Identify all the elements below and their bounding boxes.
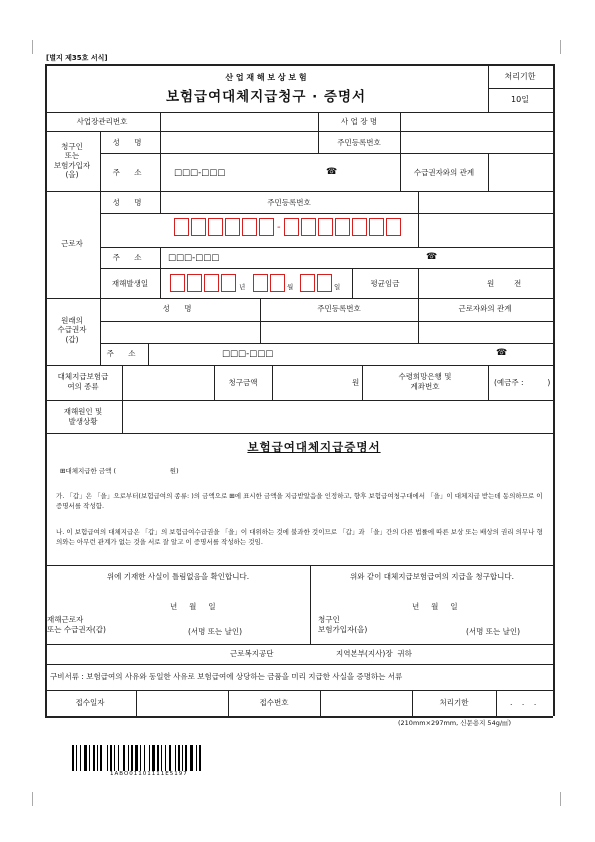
right-date: 년 월 일 bbox=[412, 602, 458, 611]
left-statement: 위에 기재한 사실이 틀림없음을 확인합니다. bbox=[106, 572, 250, 581]
beneficiary-section-label: 원래의 수급권자 (갑) bbox=[57, 316, 87, 344]
form-title: 보험급여대체지급청구 · 증명서 bbox=[165, 89, 367, 105]
org-name: 근로복지공단 bbox=[230, 649, 274, 658]
cause-label: 재해원인 및 발생상황 bbox=[63, 407, 103, 426]
worker-postal: □□□-□□□ bbox=[168, 253, 220, 263]
claimant-phone-icon: ☎ bbox=[326, 167, 338, 177]
receipt-deadline-dots: . . . bbox=[510, 698, 537, 707]
claimant-section-label: 청구인 또는 보험가입자 (을) bbox=[53, 142, 91, 180]
agency-name: 산 업 재 해 보 상 보 험 bbox=[225, 73, 307, 82]
claimant-name-label: 성 명 bbox=[112, 138, 148, 147]
worker-phone-icon: ☎ bbox=[426, 252, 438, 262]
certificate-paragraph-ga: 가. 「갑」은 「을」으로부터(보험급여의 종류: )의 금액으로 ⊞에 표시한 금액을 지급받았음을 인정하고, 향후 보험급여청구대에서 「을」이 대체지급 받는데 동의하므로 이 증명서를 작성함. bbox=[56, 492, 543, 510]
business-mgmt-no-label: 사업장관리번호 bbox=[76, 117, 128, 126]
claim-amount-label: 청구금액 bbox=[228, 378, 258, 387]
bank-label: 수령희망은행 및 계좌번호 bbox=[398, 372, 452, 391]
claim-amount-won: 원 bbox=[352, 378, 360, 387]
form-number: [별지 제35호 서식] bbox=[46, 54, 108, 62]
accident-date-label: 재해발생일 bbox=[111, 279, 149, 288]
left-role: 재해근로자 또는 수급권자(갑) bbox=[47, 615, 106, 634]
worker-section-label: 근로자 bbox=[61, 239, 83, 248]
year-unit: 년 bbox=[239, 283, 246, 291]
deadline-label: 처리기한 bbox=[504, 72, 536, 81]
left-sign: (서명 또는 날인) bbox=[188, 627, 243, 636]
depositor-label: (예금주 : ) bbox=[494, 378, 551, 387]
receipt-deadline-label: 처리기한 bbox=[439, 698, 469, 707]
attachment-note: 구비서류 : 보험급여의 사유와 동일한 사유로 보험급여에 상당하는 금품을 미리 지급한 사실을 증명하는 서류 bbox=[50, 672, 403, 681]
rrn-separator: - bbox=[277, 222, 281, 233]
worker-address-label: 주 소 bbox=[112, 253, 148, 262]
paper-spec: (210mm×297mm, 신문용지 54g/㎡) bbox=[398, 719, 512, 727]
certificate-title: 보험급여대체지급증명서 bbox=[247, 440, 381, 454]
worker-name-label: 성 명 bbox=[112, 198, 148, 207]
claimant-rrn-label: 주민등록번호 bbox=[337, 138, 381, 147]
claimant-address-label: 주 소 bbox=[112, 168, 148, 177]
barcode-number: 1ABO01101111E5197 bbox=[110, 771, 188, 777]
benefit-type-label: 대체지급보험급 여의 종류 bbox=[57, 372, 109, 391]
crop-mark-bottom-left bbox=[32, 792, 33, 806]
crop-mark-top-right bbox=[560, 40, 561, 54]
deadline-value: 10일 bbox=[511, 95, 529, 104]
beneficiary-name-label: 성 명 bbox=[162, 304, 198, 313]
right-role: 청구인 보험가입자(을) bbox=[318, 615, 368, 634]
receipt-date-label: 접수일자 bbox=[75, 698, 105, 707]
avg-wage-jeon: 전 bbox=[514, 279, 522, 288]
branch-name: 지역본부(지사)장 귀하 bbox=[336, 649, 412, 658]
certificate-amount-line: ⊞대체지급한 금액 ( 원) bbox=[60, 467, 179, 475]
avg-wage-won: 원 bbox=[487, 279, 495, 288]
month-unit: 월 bbox=[287, 283, 294, 291]
claimant-relation-label: 수급권자와의 관계 bbox=[413, 168, 475, 177]
left-date: 년 월 일 bbox=[170, 602, 216, 611]
beneficiary-relation-label: 근로자와의 관계 bbox=[458, 304, 512, 313]
certificate-paragraph-na: 나. 이 보험급여의 대체지급은 「갑」의 보험급여수급권을 「을」이 대위하는 것에 불과한 것이므로 「갑」과 「을」간의 다른 법률에 따른 보상 또는 배상의 권리 의무나 형의와는 아무런 관계가 없는 것을 서로 잘 알고 이 증명서를 작성하는 것임. bbox=[56, 528, 543, 546]
beneficiary-phone-icon: ☎ bbox=[496, 348, 508, 358]
crop-mark-top-left bbox=[32, 40, 33, 54]
beneficiary-address-label: 주 소 bbox=[106, 349, 142, 358]
beneficiary-postal: □□□-□□□ bbox=[222, 349, 274, 359]
avg-wage-label: 평균임금 bbox=[370, 279, 400, 288]
beneficiary-rrn-label: 주민등록번호 bbox=[317, 304, 361, 313]
crop-mark-bottom-right bbox=[560, 792, 561, 806]
worker-rrn-label: 주민등록번호 bbox=[267, 198, 311, 207]
day-unit: 일 bbox=[334, 283, 341, 291]
right-statement: 위와 같이 대체지급보험급여의 지급을 청구합니다. bbox=[349, 572, 515, 581]
claimant-postal: □□□-□□□ bbox=[174, 168, 226, 178]
receipt-no-label: 접수번호 bbox=[259, 698, 289, 707]
business-name-label: 사 업 장 명 bbox=[340, 117, 378, 126]
right-sign: (서명 또는 날인) bbox=[466, 627, 521, 636]
